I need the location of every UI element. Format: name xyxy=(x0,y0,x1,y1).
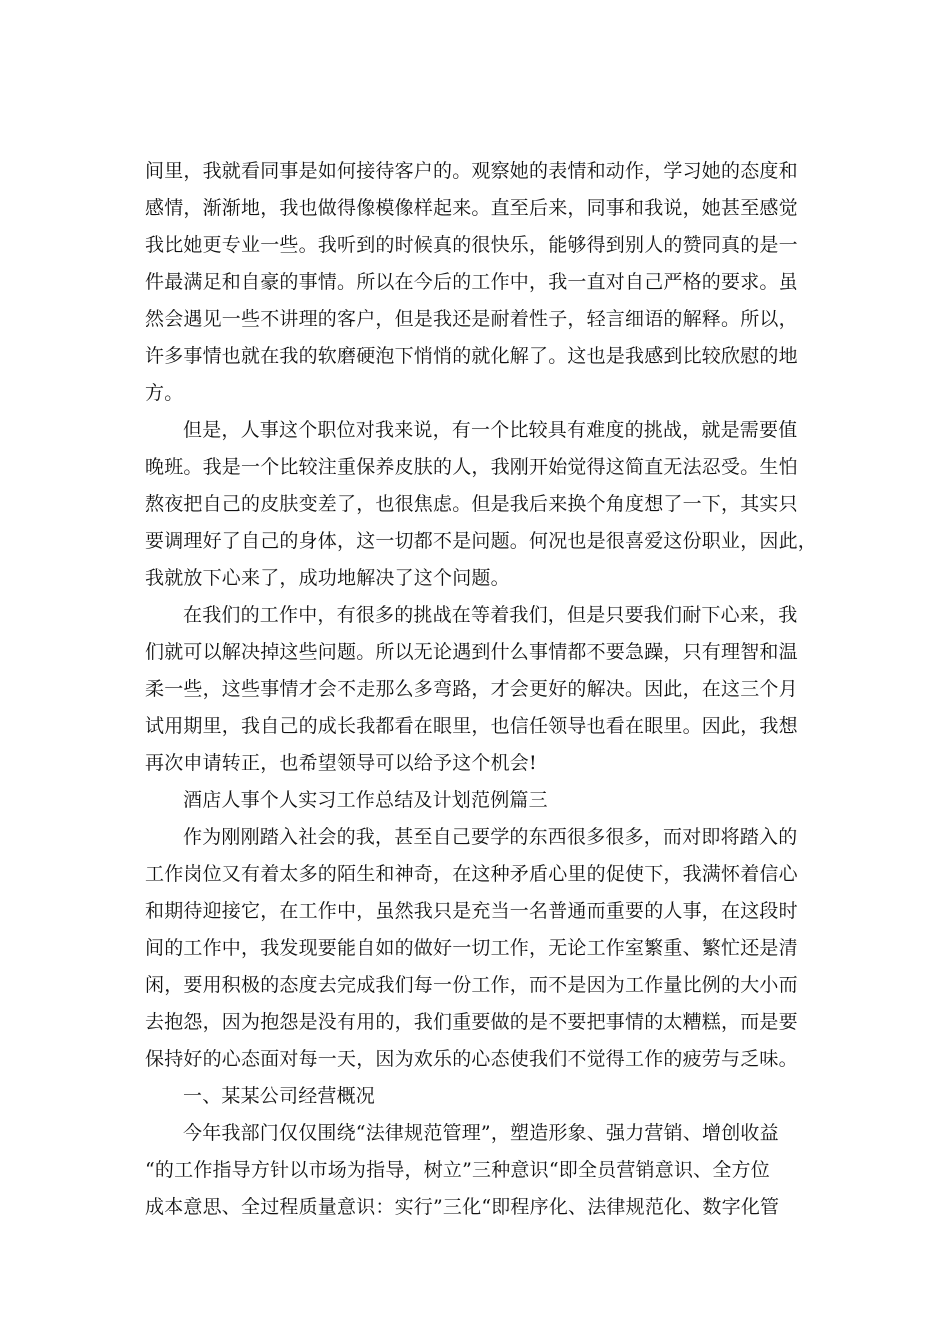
text-line: 间的工作中，我发现要能自如的做好一切工作，无论工作室繁重、繁忙还是清 xyxy=(145,937,798,959)
text-line: 感情，渐渐地，我也做得像模像样起来。直至后来，同事和我说，她甚至感觉 xyxy=(145,197,798,219)
paragraph-first-line: 但是，人事这个职位对我来说，有一个比较具有难度的挑战，就是需要值 xyxy=(183,419,798,441)
paragraph-first-line: 在我们的工作中，有很多的挑战在等着我们，但是只要我们耐下心来，我 xyxy=(183,604,798,626)
text-line: 我就放下心来了，成功地解决了这个问题。 xyxy=(145,567,510,589)
paragraph-first-line: 作为刚刚踏入社会的我，甚至自己要学的东西很多很多，而对即将踏入的 xyxy=(183,826,798,848)
text-line: 件最满足和自豪的事情。所以在今后的工作中，我一直对自己严格的要求。虽 xyxy=(145,271,798,293)
text-line: 要调理好了自己的身体，这一切都不是问题。何况也是很喜爱这份职业，因此， xyxy=(145,530,818,552)
text-line: 许多事情也就在我的软磨硬泡下悄悄的就化解了。这也是我感到比较欣慰的地 xyxy=(145,345,798,367)
text-line: 方。 xyxy=(145,382,184,404)
text-line: 然会遇见一些不讲理的客户，但是我还是耐着性子，轻言细语的解释。所以， xyxy=(145,308,798,330)
text-line: 晚班。我是一个比较注重保养皮肤的人，我刚开始觉得这简直无法忍受。生怕 xyxy=(145,456,798,478)
text-line: 间里，我就看同事是如何接待客户的。观察她的表情和动作，学习她的态度和 xyxy=(145,160,798,182)
text-line: 去抱怨，因为抱怨是没有用的，我们重要做的是不要把事情的太糟糕，而是要 xyxy=(145,1011,798,1033)
text-line: 再次申请转正，也希望领导可以给予这个机会! xyxy=(145,752,537,774)
subsection-heading: 一、某某公司经营概况 xyxy=(183,1085,376,1107)
text-line: 闲，要用积极的态度去完成我们每一份工作，而不是因为工作量比例的大小而 xyxy=(145,974,798,996)
text-line: 工作岗位又有着太多的陌生和神奇，在这种矛盾心里的促使下，我满怀着信心 xyxy=(145,863,798,885)
text-line: 保持好的心态面对每一天，因为欢乐的心态使我们不觉得工作的疲劳与乏味。 xyxy=(145,1048,798,1070)
text-line: 试用期里，我自己的成长我都看在眼里，也信任领导也看在眼里。因此，我想 xyxy=(145,715,798,737)
paragraph-first-line: 今年我部门仅仅围绕“法律规范管理”，塑造形象、强力营销、增创收益 xyxy=(183,1122,779,1144)
text-line: 成本意思、全过程质量意识：实行”三化“即程序化、法律规范化、数字化管 xyxy=(145,1196,780,1218)
section-title: 酒店人事个人实习工作总结及计划范例篇三 xyxy=(183,789,548,811)
text-line: 我比她更专业一些。我听到的时候真的很快乐，能够得到别人的赞同真的是一 xyxy=(145,234,798,256)
document-body xyxy=(145,153,818,1226)
text-line: 柔一些，这些事情才会不走那么多弯路，才会更好的解决。因此，在这三个月 xyxy=(145,678,798,700)
text-line: 们就可以解决掉这些问题。所以无论遇到什么事情都不要急躁，只有理智和温 xyxy=(145,641,798,663)
text-line: “的工作指导方针以市场为指导，树立”三种意识“即全员营销意识、全方位 xyxy=(145,1159,770,1181)
text-line: 和期待迎接它，在工作中，虽然我只是充当一名普通而重要的人事，在这段时 xyxy=(145,900,798,922)
text-line: 熬夜把自己的皮肤变差了，也很焦虑。但是我后来换个角度想了一下，其实只 xyxy=(145,493,798,515)
